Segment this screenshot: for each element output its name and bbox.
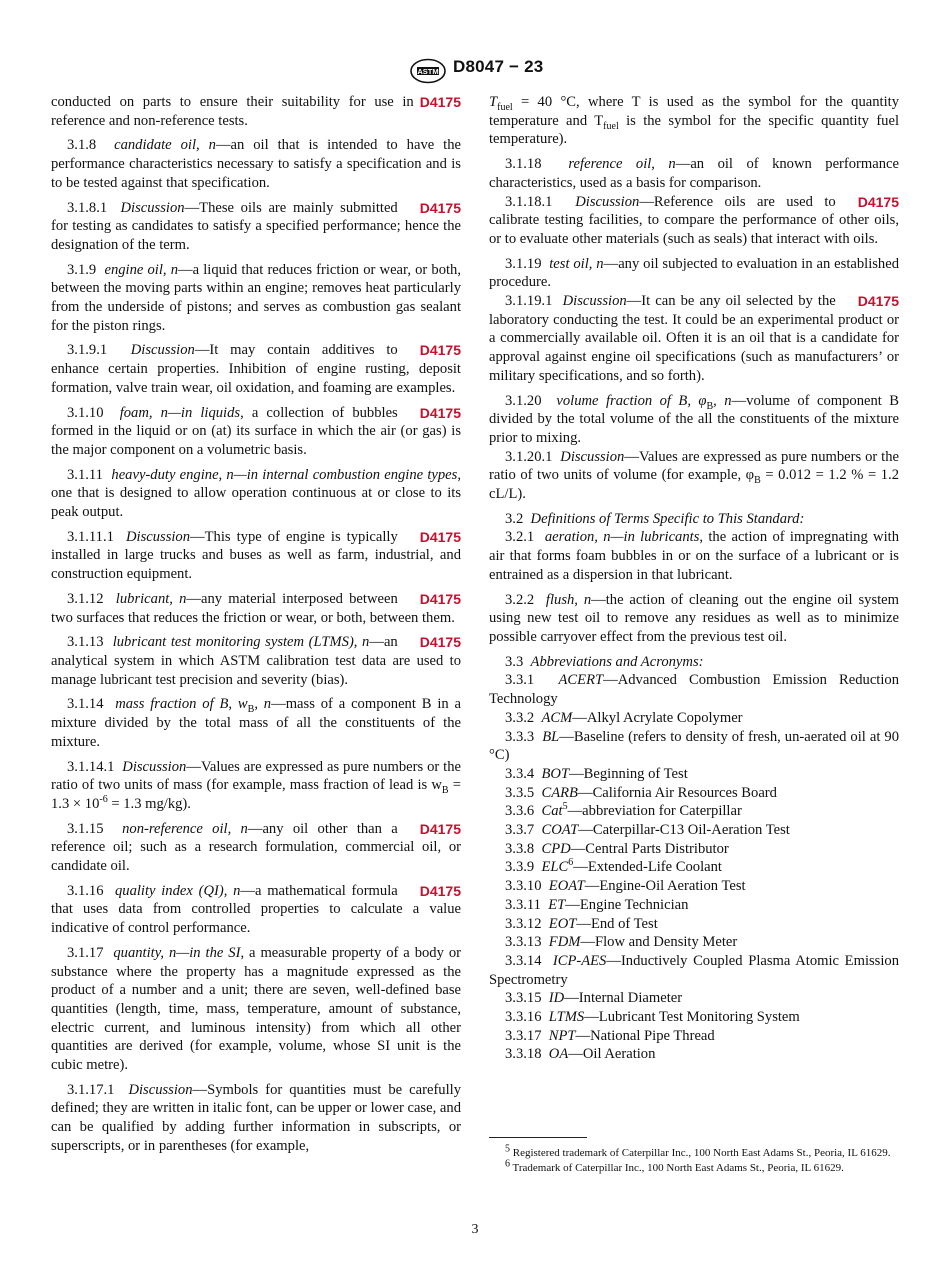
term-suffix: , n bbox=[254, 696, 272, 713]
section-3-1-14 bbox=[51, 695, 461, 751]
footnote-text: Trademark of Caterpillar Inc., 100 North East Adams St., Peoria, IL 61629. bbox=[510, 1162, 844, 1174]
definition: = 1.3 × 10 bbox=[51, 777, 461, 812]
term: aeration, n—in lubricants bbox=[544, 529, 700, 546]
section-number: 3.3.7 bbox=[505, 822, 542, 839]
term: quantity, n—in the SI bbox=[113, 944, 241, 961]
section-number: 3.1.14.1 bbox=[67, 758, 123, 775]
definition: —Flow and Density Meter bbox=[580, 934, 738, 951]
astm-logo-icon bbox=[409, 58, 447, 84]
section-3-1-8 bbox=[51, 136, 461, 192]
subscript: B bbox=[441, 785, 449, 797]
term: BL bbox=[542, 728, 560, 745]
section-3-1-9-1 bbox=[51, 341, 461, 397]
section-3-3-14 bbox=[489, 952, 899, 989]
reference-link[interactable]: D4175 bbox=[419, 634, 461, 651]
definition: —an oil that is intended to have the performance characteristics necessary to satisfy a specification and is to be tested against that specification. bbox=[51, 137, 462, 191]
term: candidate oil, n bbox=[114, 137, 216, 154]
definition: = 0.012 = 1.2 % = 1.2 cL/L). bbox=[489, 467, 899, 503]
section-number: 3.1.8.1 bbox=[67, 199, 121, 216]
section-3-3-1 bbox=[489, 671, 899, 708]
term: Discussion bbox=[560, 448, 625, 465]
term: CPD bbox=[541, 840, 571, 857]
term: mass fraction of B, w bbox=[115, 696, 248, 713]
definition: —Engine Technician bbox=[565, 896, 689, 913]
section-number: 3.1.19 bbox=[505, 255, 550, 272]
definition: , the action of impregnating with air that forms foam bubbles in or on the surface of a lubricant or is entrained as a dispersion in that lubricant. bbox=[489, 529, 900, 583]
section-number: 3.2.1 bbox=[505, 529, 545, 546]
section-3-1-18 bbox=[489, 155, 899, 192]
definition: —Alkyl Acrylate Copolymer bbox=[572, 709, 743, 726]
term: Discussion bbox=[120, 199, 185, 216]
definition: —Caterpillar-C13 Oil-Aeration Test bbox=[578, 822, 790, 839]
section-number: 3.3.6 bbox=[505, 803, 542, 820]
subscript: fuel bbox=[603, 120, 619, 132]
section-3-1-20 bbox=[489, 392, 899, 448]
reference-link[interactable]: D4175 bbox=[419, 94, 461, 110]
term: lubricant test monitoring system (LTMS), n bbox=[112, 634, 370, 651]
definition: —These oils are mainly submitted for testing as candidates to satisfy a specified performance; hence the designation of the term. bbox=[51, 199, 461, 253]
text: = 40 °C, where T is used as the symbol for the quantity temperature and T bbox=[489, 94, 899, 129]
definition: —California Air Resources Board bbox=[577, 784, 777, 801]
term: reference oil, n bbox=[568, 156, 676, 173]
definition: —Advanced Combustion Emission Reduction Technology bbox=[489, 672, 900, 708]
section-number: 3.3.15 bbox=[505, 990, 549, 1007]
section-3-1-16 bbox=[51, 882, 461, 938]
section-number: 3.3.5 bbox=[505, 784, 542, 801]
section-3-3-15 bbox=[489, 989, 899, 1008]
section-3-3-18 bbox=[489, 1045, 899, 1064]
term: ACERT bbox=[558, 672, 604, 689]
section-3-2 bbox=[489, 510, 899, 529]
subscript: B bbox=[754, 475, 761, 487]
definition: —any material interposed between two surfaces that reduces the friction or wear, or both, between them. bbox=[51, 590, 455, 626]
section-number: 3.3.10 bbox=[505, 878, 549, 895]
definition: —Internal Diameter bbox=[564, 990, 683, 1007]
section-number: 3.3.12 bbox=[505, 915, 549, 932]
section-3-3-3 bbox=[489, 728, 899, 765]
term: flush, n bbox=[545, 591, 592, 608]
definition: —a mathematical formula that uses data from controlled properties to calculate a value indicative of control performance. bbox=[51, 882, 461, 937]
symbol-subscript: fuel bbox=[497, 101, 513, 113]
reference-link[interactable]: D4175 bbox=[857, 193, 899, 210]
section-3-3-16 bbox=[489, 1008, 899, 1027]
definition: —an analytical system in which ASTM calibration test data are used to manage lubricant test precision and severity (bias). bbox=[51, 634, 461, 688]
section-3-1-17 bbox=[51, 944, 461, 1075]
section-3-3-2 bbox=[489, 709, 899, 728]
definition: —Reference oils are used to calibrate testing facilities, to compare the performance of other oils, or to evaluate other materials (such as seals) that interact with oils. bbox=[489, 193, 899, 247]
section-number: 3.3 bbox=[505, 653, 531, 670]
term: ID bbox=[548, 990, 565, 1007]
reference-link[interactable]: D4175 bbox=[419, 342, 461, 359]
section-number: 3.1.17.1 bbox=[67, 1081, 129, 1098]
section-number: 3.1.14 bbox=[67, 696, 116, 713]
section-3-1-8-1 bbox=[51, 199, 461, 255]
section-number: 3.1.11 bbox=[67, 466, 112, 483]
term: CARB bbox=[541, 784, 578, 801]
section-number: 3.2 bbox=[505, 510, 531, 527]
definition: —Inductively Coupled Plasma Atomic Emission Spectrometry bbox=[489, 952, 900, 988]
definition: —Values are expressed as pure numbers or the ratio of two units of volume (for example, φ bbox=[489, 448, 899, 484]
section-3-1-13 bbox=[51, 633, 461, 689]
definition: = 1.3 mg/kg). bbox=[107, 795, 191, 812]
definition: , a collection of bubbles formed in the liquid or on (at) its surface in which the air (or gas) is the major component on a volumetric basis. bbox=[51, 404, 461, 458]
section-3-1-15 bbox=[51, 820, 461, 876]
term: COAT bbox=[541, 822, 579, 839]
section-number: 3.1.9.1 bbox=[67, 342, 131, 359]
definition: —an oil of known performance characteristics, used as a basis for comparison. bbox=[489, 156, 899, 191]
term: Discussion bbox=[562, 293, 627, 310]
section-number: 3.3.8 bbox=[505, 840, 542, 857]
definition: —Symbols for quantities must be carefully defined; they are written in italic font, can be upper or lower case, and can be qualified by adding further information in subscripts, or superscripts, or in parentheses (for example, bbox=[51, 1081, 462, 1154]
section-3-3-13 bbox=[489, 933, 899, 952]
section-number: 3.1.20.1 bbox=[505, 448, 561, 465]
definition: —Values are expressed as pure numbers or the ratio of two units of mass (for example, mass fraction of lead is w bbox=[51, 758, 461, 794]
section-3-3-12 bbox=[489, 915, 899, 934]
section-3-2-1 bbox=[489, 528, 899, 584]
term: engine oil, n bbox=[104, 261, 179, 278]
term: EOAT bbox=[548, 878, 585, 895]
section-3-1-14-1 bbox=[51, 758, 461, 814]
section-number: 3.1.17 bbox=[67, 944, 114, 961]
term: ACM bbox=[541, 709, 573, 726]
section-3-3-9 bbox=[489, 858, 899, 877]
section-3-3-4 bbox=[489, 765, 899, 784]
term: foam, n—in liquids bbox=[119, 404, 241, 421]
definition: —any oil other than a reference oil; such as a research formulation, commercial oil, or candidate oil. bbox=[51, 820, 461, 875]
section-number: 3.1.20 bbox=[505, 392, 557, 409]
section-number: 3.1.9 bbox=[67, 261, 105, 278]
reference-link[interactable]: D4175 bbox=[419, 820, 461, 837]
term: heavy-duty engine, n—in internal combustion engine types bbox=[111, 466, 458, 483]
footnote-marker: 5 bbox=[505, 1143, 510, 1155]
section-3-3-10 bbox=[489, 877, 899, 896]
footnote-marker: 6 bbox=[505, 1158, 510, 1170]
section-number: 3.1.15 bbox=[67, 820, 123, 837]
footnote bbox=[489, 1158, 899, 1176]
svg-text:ASTM: ASTM bbox=[417, 66, 439, 76]
section-3-1-9 bbox=[51, 261, 461, 336]
term: ET bbox=[548, 896, 566, 913]
section-number: 3.3.14 bbox=[505, 952, 553, 969]
definition: , one that is designed to allow operation continuous at or close to its peak output. bbox=[51, 466, 461, 521]
term: FDM bbox=[548, 934, 581, 951]
symbol: T bbox=[489, 94, 498, 110]
section-3-1-12 bbox=[51, 590, 461, 627]
page-number: 3 bbox=[471, 1222, 479, 1237]
reference-link[interactable]: D4175 bbox=[419, 528, 461, 545]
definition: —the action of cleaning out the engine oil system using new test oil to remove any residues as well as to minimize possible carryover effect from the previous test oil. bbox=[489, 591, 900, 645]
term: Cat bbox=[541, 803, 563, 820]
section-number: 3.3.18 bbox=[505, 1046, 549, 1063]
section-3-1-10 bbox=[51, 404, 461, 460]
term-subscript: B bbox=[247, 704, 255, 716]
section-3-1-11 bbox=[51, 466, 461, 522]
section-3-3-8 bbox=[489, 840, 899, 859]
term: NPT bbox=[548, 1027, 576, 1044]
section-number: 3.3.2 bbox=[505, 709, 542, 726]
footnote-marker: 6 bbox=[568, 857, 574, 869]
term: Discussion bbox=[130, 342, 195, 359]
section-number: 3.1.12 bbox=[67, 590, 116, 607]
section-number: 3.3.4 bbox=[505, 765, 542, 782]
section-number: 3.1.8 bbox=[67, 137, 115, 154]
term: Discussion bbox=[128, 1081, 193, 1098]
section-3-1-19-1 bbox=[489, 292, 899, 386]
reference-link[interactable]: D4175 bbox=[419, 404, 461, 421]
document-id: D8047 − 23 bbox=[453, 57, 544, 76]
section-number: 3.3.3 bbox=[505, 728, 543, 745]
footnotes bbox=[489, 1143, 899, 1176]
definition: , a measurable property of a body or substance where the property has a magnitude expressed as the product of a number and a unit; there are seven, well-defined base quantities (length, time, mass, temperature, amount of substance, electric current, and luminous intensity) from which all other quantities are derived (for example, volume, whose SI unit is the cubic metre). bbox=[51, 944, 461, 1074]
definition: —It can be any oil selected by the laboratory conducting the test. It could be an experimental product or a commercially available oil. Often it is an oil that is a candidate for approval against engine oil specifications (such as manufacturers’ or military specifications, and so forth). bbox=[489, 293, 899, 384]
paragraph bbox=[51, 93, 461, 130]
section-3-3 bbox=[489, 653, 899, 672]
footnote-marker: 5 bbox=[562, 801, 568, 813]
definition: —Lubricant Test Monitoring System bbox=[584, 1009, 800, 1026]
definition: —It may contain additives to enhance certain properties. Inhibition of engine rusting, deposit formation, valve train wear, oil oxidation, and foaming are examples. bbox=[51, 342, 461, 396]
section-number: 3.3.17 bbox=[505, 1027, 549, 1044]
term: quality index (QI), n bbox=[114, 882, 241, 899]
definition: —Extended-Life Coolant bbox=[573, 859, 722, 876]
term: ELC bbox=[541, 859, 569, 876]
section-3-1-18-1 bbox=[489, 193, 899, 249]
definition: —abbreviation for Caterpillar bbox=[567, 803, 742, 820]
footnote-text: Registered trademark of Caterpillar Inc., 100 North East Adams St., Peoria, IL 61629. bbox=[510, 1147, 891, 1159]
reference-link[interactable]: D4175 bbox=[419, 590, 461, 607]
section-3-3-17 bbox=[489, 1027, 899, 1046]
term: OA bbox=[548, 1046, 569, 1063]
section-number: 3.1.19.1 bbox=[505, 293, 563, 310]
term: LTMS bbox=[548, 1009, 585, 1026]
footnote bbox=[489, 1143, 899, 1161]
left-column bbox=[51, 93, 461, 1156]
term: test oil, n bbox=[549, 255, 604, 272]
term: volume fraction of B, φ bbox=[556, 392, 707, 409]
paragraph bbox=[489, 93, 899, 149]
section-number: 3.1.11.1 bbox=[67, 528, 126, 545]
term: BOT bbox=[541, 765, 570, 782]
definition: —mass of a component B in a mixture divided by the total mass of all the constituents of the mixture. bbox=[51, 696, 462, 750]
definition: —a liquid that reduces friction or wear, or both, between the moving parts within an engine; removes heat particularly from the underside of pistons; and serves as combustion gas sealant for the piston rings. bbox=[51, 261, 461, 334]
section-3-2-2 bbox=[489, 591, 899, 647]
section-number: 3.3.13 bbox=[505, 934, 549, 951]
section-3-1-20-1 bbox=[489, 448, 899, 504]
section-number: 3.1.18 bbox=[505, 156, 569, 173]
section-number: 3.3.16 bbox=[505, 1009, 549, 1026]
term: Definitions of Terms Specific to This Standard: bbox=[530, 510, 805, 527]
definition: —Baseline (refers to density of fresh, un-aerated oil at 90 °C) bbox=[489, 728, 899, 764]
footnote-divider bbox=[489, 1137, 587, 1138]
section-number: 3.3.11 bbox=[505, 896, 549, 913]
term: Discussion bbox=[122, 758, 187, 775]
definition: —Oil Aeration bbox=[568, 1046, 656, 1063]
section-number: 3.1.10 bbox=[67, 404, 120, 421]
definition: —Beginning of Test bbox=[569, 765, 688, 782]
section-3-3-6 bbox=[489, 802, 899, 821]
section-3-1-19 bbox=[489, 255, 899, 292]
section-number: 3.1.18.1 bbox=[505, 193, 576, 210]
definition: —National Pipe Thread bbox=[575, 1027, 715, 1044]
definition: —This type of engine is typically installed in large trucks and buses as well as farm, industrial, and construction equipment. bbox=[51, 528, 461, 583]
definition: —Engine-Oil Aeration Test bbox=[584, 878, 746, 895]
definition: —any oil subjected to evaluation in an established procedure. bbox=[489, 255, 900, 291]
superscript: -6 bbox=[99, 794, 108, 806]
term: Discussion bbox=[575, 193, 640, 210]
definition: —Central Parts Distributor bbox=[570, 840, 729, 857]
definition: —End of Test bbox=[576, 915, 658, 932]
right-column bbox=[489, 93, 899, 1064]
section-3-1-11-1 bbox=[51, 528, 461, 584]
section-3-1-17-1 bbox=[51, 1081, 461, 1156]
term: Abbreviations and Acronyms: bbox=[530, 653, 704, 670]
term: ICP-AES bbox=[552, 952, 607, 969]
section-3-3-7 bbox=[489, 821, 899, 840]
section-number: 3.1.13 bbox=[67, 634, 113, 651]
term: non-reference oil, n bbox=[122, 820, 248, 837]
reference-link[interactable]: D4175 bbox=[419, 199, 461, 216]
reference-link[interactable]: D4175 bbox=[419, 882, 461, 899]
section-number: 3.1.16 bbox=[67, 882, 115, 899]
reference-link[interactable]: D4175 bbox=[857, 293, 899, 310]
term-suffix: , n bbox=[713, 392, 732, 409]
text: is the symbol for the specific quantity fuel temperature). bbox=[489, 112, 900, 148]
term-subscript: B bbox=[706, 400, 714, 412]
term: EOT bbox=[548, 915, 577, 932]
term: Discussion bbox=[125, 528, 191, 545]
section-number: 3.3.1 bbox=[505, 672, 559, 689]
term: lubricant, n bbox=[115, 590, 187, 607]
section-number: 3.3.9 bbox=[505, 859, 542, 876]
text: conducted on parts to ensure their suitability for use in reference and non-reference tests. bbox=[51, 94, 414, 129]
section-3-3-11 bbox=[489, 896, 899, 915]
page-header bbox=[0, 56, 950, 86]
definition: —volume of component B divided by the total volume of the all the constituents of the mixture prior to mixing. bbox=[489, 392, 899, 446]
section-number: 3.2.2 bbox=[505, 591, 546, 608]
section-3-3-5 bbox=[489, 784, 899, 803]
